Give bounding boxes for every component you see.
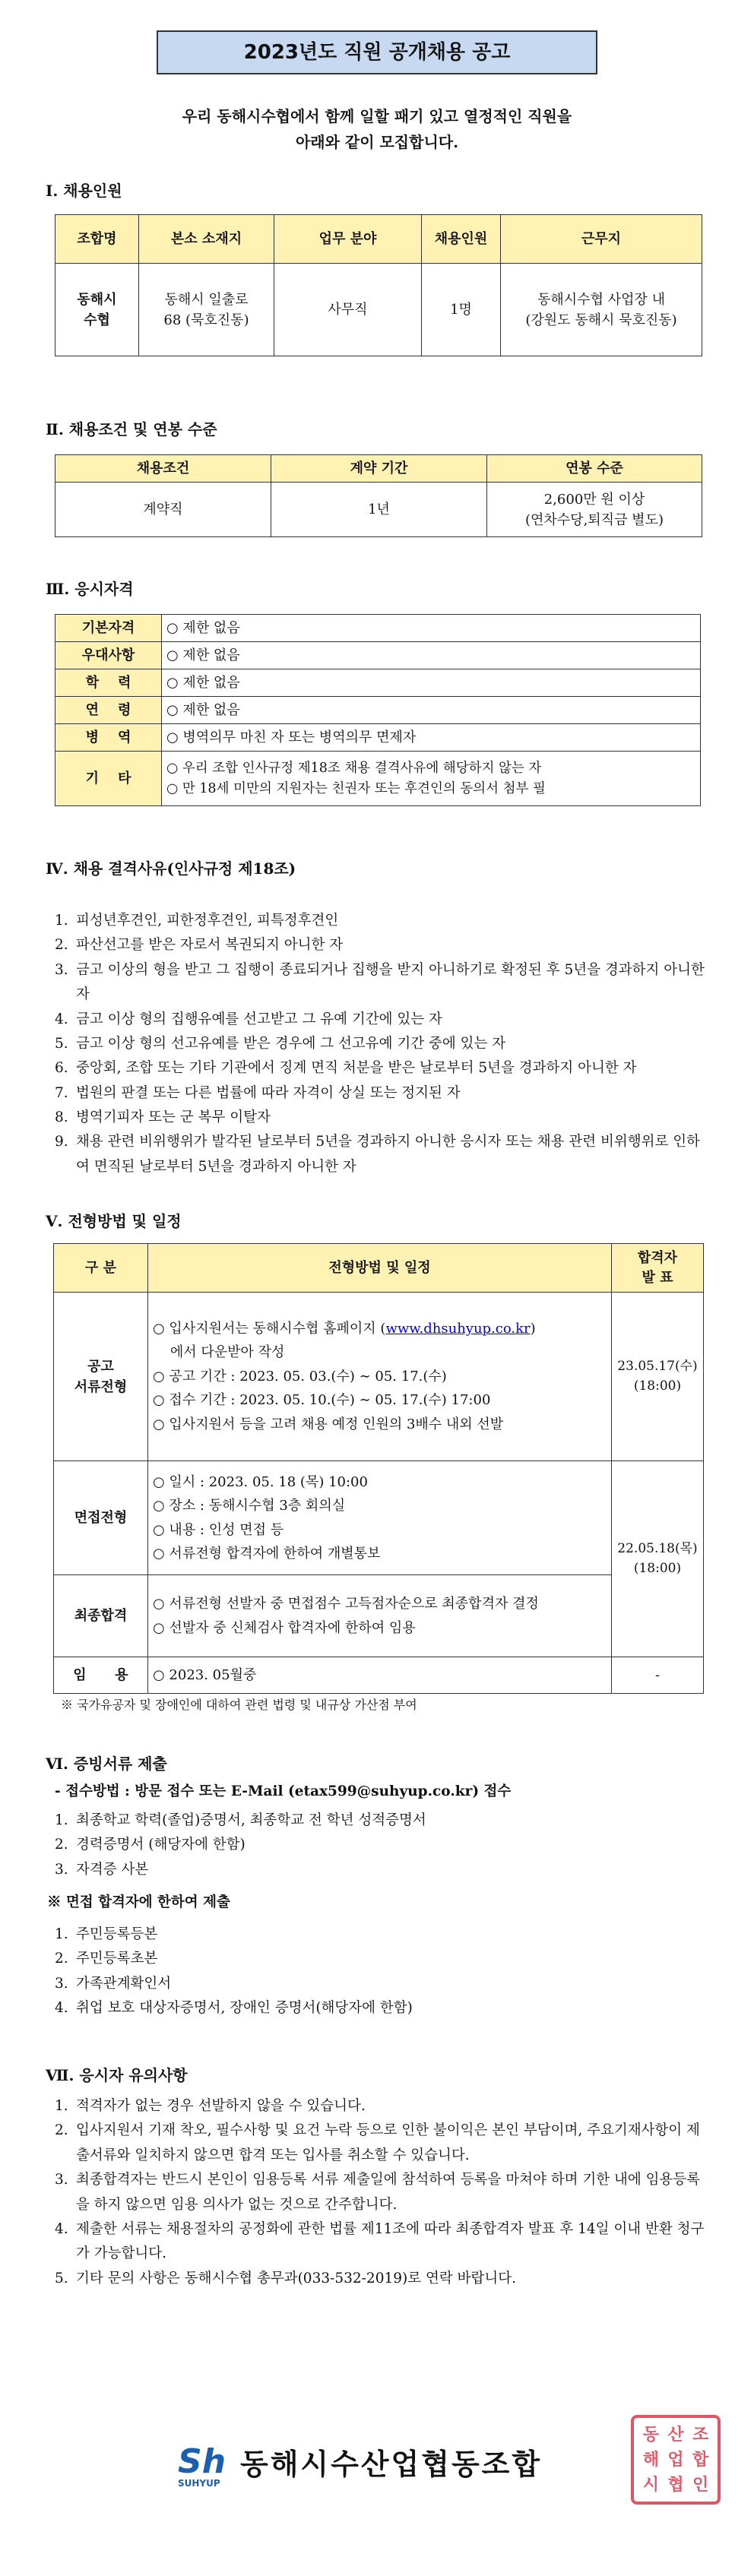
final-label: 최종합격 bbox=[54, 1575, 148, 1657]
final-announce: 22.05.18(목) (18:00) bbox=[612, 1461, 704, 1657]
interview-details: ○ 일시 : 2023. 05. 18 (목) 10:00 ○ 장소 : 동해시수협 3층 회의실 ○ 내용 : 인성 면접 등 ○ 서류전형 합격자에 한하여 개별통보 bbox=[148, 1461, 612, 1575]
list-item: 7. 법원의 판결 또는 다른 법률에 따라 자격이 상실 또는 정지된 자 bbox=[55, 1084, 461, 1101]
documents-list bbox=[55, 1809, 705, 1882]
org-cell: 동해시 수협 bbox=[55, 264, 139, 356]
condition-table bbox=[55, 454, 702, 537]
svg-text:Sh: Sh bbox=[178, 2442, 225, 2481]
qual-label: 병 역 bbox=[55, 724, 162, 752]
doc-screen-details: ○ 입사지원서는 동해시수협 홈페이지 (www.dhsuhyup.co.kr) 에서 다운받아 작성 ○ 공고 기간 : 2023. 05. 03.(수) ∼ 05. 17.(수) ○ 접수 기간 : 2023. 05. 10.(수) ∼ 05. 17.(수) 17:00 ○ 입사지원서 등을 고려 채용 예정 인원의 3배수 내외 선발 bbox=[148, 1293, 612, 1461]
list-item: 5. 금고 이상 형의 선고유예를 받은 경우에 그 선고유예 기간 중에 있는 자 bbox=[55, 1035, 506, 1052]
qual-value: ○ 제한 없음 bbox=[162, 697, 701, 724]
recruit-table bbox=[55, 214, 702, 356]
doc-announce: 23.05.17(수) (18:00) bbox=[612, 1293, 704, 1461]
appoint-value: ○ 2023. 05월중 bbox=[148, 1657, 612, 1694]
qualification-table bbox=[55, 614, 701, 806]
qual-value: ○ 병역의무 마친 자 또는 병역의무 면제자 bbox=[162, 724, 701, 752]
header-category: 구 분 bbox=[54, 1244, 148, 1293]
list-item: 4. 금고 이상 형의 집행유예를 선고받고 그 유예 기간에 있는 자 bbox=[55, 1011, 442, 1027]
list-item: 1. 주민등록등본 bbox=[55, 1926, 158, 1942]
cond-cell: 계약직 bbox=[55, 483, 271, 537]
term-cell: 1년 bbox=[271, 483, 487, 537]
list-item: 1. 피성년후견인, 피한정후견인, 피특정후견인 bbox=[55, 913, 339, 929]
header-announce: 합격자 발 표 bbox=[612, 1244, 704, 1293]
disqualification-list bbox=[55, 909, 705, 1179]
section-2-heading: Ⅱ. 채용조건 및 연봉 수준 bbox=[46, 420, 217, 438]
list-item: 3. 가족관계확인서 bbox=[55, 1975, 172, 1992]
header-org: 조합명 bbox=[55, 215, 139, 264]
qual-label: 기 타 bbox=[55, 752, 162, 806]
list-item: 5. 기타 문의 사항은 동해시수협 총무과(033-532-2019)로 연락 바랍니다. bbox=[55, 2270, 516, 2286]
list-item: 1. 최종학교 학력(졸업)증명서, 최종학교 전 학년 성적증명서 bbox=[55, 1812, 426, 1828]
qual-value: ○ 제한 없음 bbox=[162, 642, 701, 669]
notice-list bbox=[55, 2094, 707, 2291]
header-count: 채용인원 bbox=[422, 215, 501, 264]
footer-logo bbox=[175, 2439, 542, 2489]
section-3-heading: Ⅲ. 응시자격 bbox=[46, 580, 134, 598]
qual-label: 연 령 bbox=[55, 697, 162, 724]
qual-label: 기본자격 bbox=[55, 615, 162, 642]
qual-value: ○ 제한 없음 bbox=[162, 615, 701, 642]
intro-text: 우리 동해시수협에서 함께 일할 패기 있고 열정적인 직원을 아래와 같이 모집합니다. bbox=[182, 107, 572, 151]
salary-cell: 2,600만 원 이상 (연차수당,퇴직금 별도) bbox=[487, 483, 702, 537]
appoint-label: 임 용 bbox=[54, 1657, 148, 1694]
header-term: 계약 기간 bbox=[271, 455, 487, 483]
qual-value: ○ 제한 없음 bbox=[162, 669, 701, 697]
header-field: 업무 분야 bbox=[274, 215, 422, 264]
final-details: ○ 서류전형 선발자 중 면접점수 고득점자순으로 최종합격자 결정 ○ 선발자 중 신체검사 합격자에 한하여 임용 bbox=[148, 1575, 612, 1657]
suhyup-logo-icon bbox=[175, 2439, 225, 2489]
list-item: 4. 취업 보호 대상자증명서, 장애인 증명서(해당자에 한함) bbox=[55, 2000, 413, 2017]
header-place: 근무지 bbox=[501, 215, 702, 264]
list-item: 8. 병역기피자 또는 군 복무 이탈자 bbox=[55, 1109, 271, 1125]
submit-method: - 접수방법 : 방문 접수 또는 E-Mail (etax599@suhyup.co.kr) 접수 bbox=[55, 1783, 512, 1799]
header-salary: 연봉 수준 bbox=[487, 455, 702, 483]
list-item: 6. 중앙회, 조합 또는 기타 기관에서 징계 면직 처분을 받은 날로부터 5년을 경과하지 아니한 자 bbox=[55, 1060, 637, 1077]
official-seal-stamp: 동 산 조 해 업 합 시 협 인 bbox=[631, 2415, 721, 2505]
qual-label: 학 력 bbox=[55, 669, 162, 697]
svg-text:SUHYUP: SUHYUP bbox=[178, 2478, 220, 2489]
qual-label: 우대사항 bbox=[55, 642, 162, 669]
section-6-heading: Ⅵ. 증빙서류 제출 bbox=[46, 1755, 167, 1773]
schedule-table bbox=[53, 1243, 704, 1694]
bonus-note: ※ 국가유공자 및 장애인에 대하여 관련 법령 및 내규상 가산점 부여 bbox=[61, 1698, 417, 1712]
list-item: 9. 채용 관련 비위행위가 발각된 날로부터 5년을 경과하지 아니한 응시자 또는 채용 관련 비위행위로 인하여 면직된 날로부터 5년을 경과하지 아니한 자 bbox=[55, 1134, 700, 1175]
addr-cell: 동해시 일출로 68 (묵호진동) bbox=[139, 264, 274, 356]
list-item: 4. 제출한 서류는 채용절차의 공정화에 관한 법률 제11조에 따라 최종합격자 발표 후 14일 이내 반환 청구가 가능합니다. bbox=[55, 2220, 705, 2262]
section-4-heading: Ⅳ. 채용 결격사유(인사규정 제18조) bbox=[46, 859, 296, 878]
list-item: 2. 파산선고를 받은 자로서 복권되지 아니한 자 bbox=[55, 937, 344, 954]
org-name: 동해시수산업협동조합 bbox=[240, 2447, 543, 2481]
list-item: 3. 최종합격자는 반드시 본인이 임용등록 서류 제출일에 참석하여 등록을 마쳐야 하며 기한 내에 임용등록을 하지 않으면 임용 의사가 없는 것으로 간주합니다. bbox=[55, 2172, 701, 2213]
list-item: 3. 자격증 사본 bbox=[55, 1861, 149, 1878]
field-cell: 사무직 bbox=[274, 264, 422, 356]
header-cond: 채용조건 bbox=[55, 455, 271, 483]
list-item: 2. 경력증명서 (해당자에 한함) bbox=[55, 1837, 246, 1853]
appoint-announce: - bbox=[612, 1657, 704, 1694]
header-addr: 본소 소재지 bbox=[139, 215, 274, 264]
list-item: 3. 금고 이상의 형을 받고 그 집행이 종료되거나 집행을 받지 아니하기로 확정된 후 5년을 경과하지 아니한 자 bbox=[55, 961, 705, 1003]
section-1-heading: Ⅰ. 채용인원 bbox=[46, 182, 122, 200]
section-5-heading: Ⅴ. 전형방법 및 일정 bbox=[46, 1212, 182, 1230]
interview-docs-heading: ※ 면접 합격자에 한하여 제출 bbox=[47, 1894, 230, 1910]
interview-docs-list bbox=[55, 1923, 705, 2021]
doc-screen-label: 공고 서류전형 bbox=[54, 1293, 148, 1461]
homepage-link[interactable]: www.dhsuhyup.co.kr bbox=[385, 1320, 531, 1337]
list-item: 1. 적격자가 없는 경우 선발하지 않을 수 있습니다. bbox=[55, 2098, 366, 2114]
list-item: 2. 주민등록초본 bbox=[55, 1951, 158, 1967]
interview-label: 면접전형 bbox=[54, 1461, 148, 1575]
header-method: 전형방법 및 일정 bbox=[148, 1244, 612, 1293]
list-item: 2. 입사지원서 기재 착오, 필수사항 및 요건 누락 등으로 인한 불이익은 본인 부담이며, 주요기재사항이 제출서류와 일치하지 않으면 합격 또는 입사를 취소할 수 있습니다. bbox=[55, 2122, 700, 2163]
section-7-heading: Ⅶ. 응시자 유의사항 bbox=[46, 2066, 188, 2084]
count-cell: 1명 bbox=[422, 264, 501, 356]
qual-value: ○ 우리 조합 인사규정 제18조 채용 결격사유에 해당하지 않는 자 ○ 만 18세 미만의 지원자는 친권자 또는 후견인의 동의서 첨부 필 bbox=[162, 752, 701, 806]
place-cell: 동해시수협 사업장 내 (강원도 동해시 묵호진동) bbox=[501, 264, 702, 356]
page-title: 2023년도 직원 공개채용 공고 bbox=[157, 30, 597, 74]
